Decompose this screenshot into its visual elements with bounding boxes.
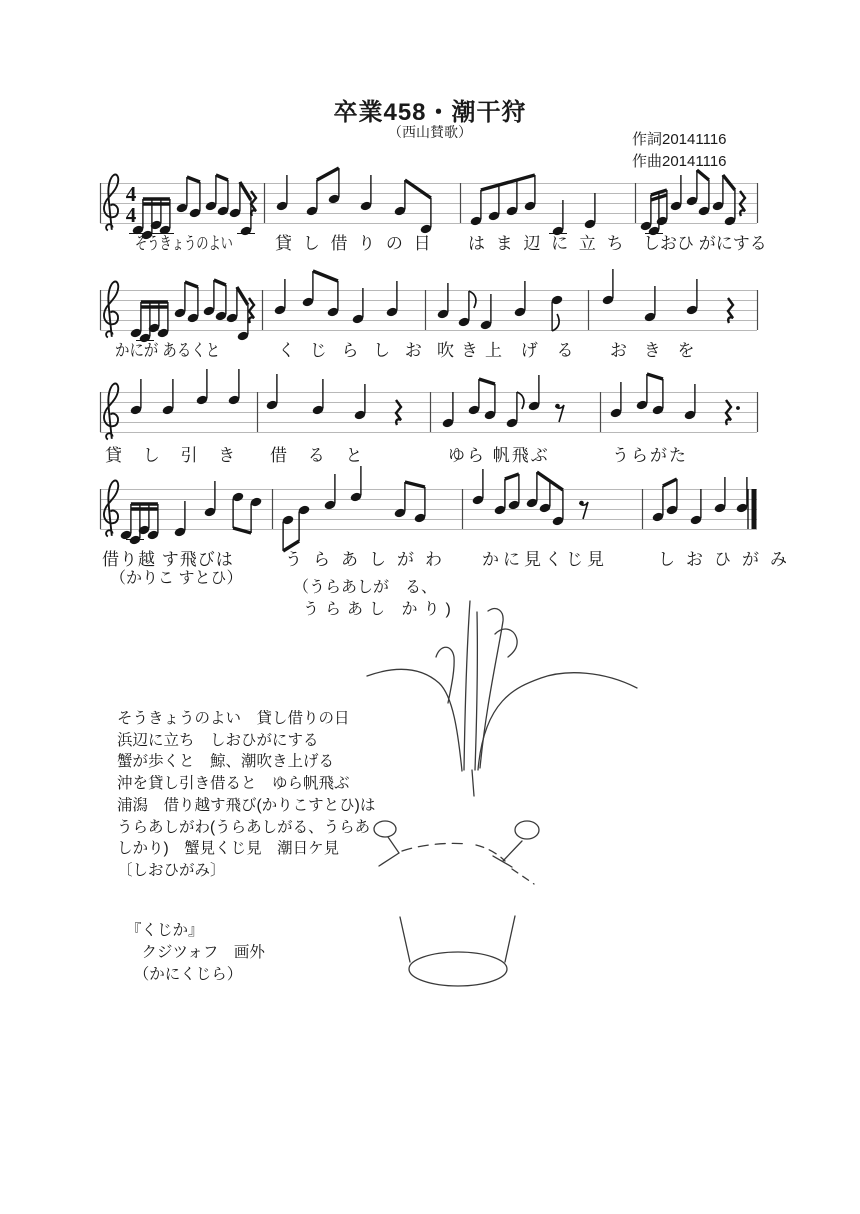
lyric-run-system-3: 貸 し 引 き — [105, 446, 244, 465]
beam — [214, 280, 226, 285]
lyric-run-system-3: 借 る と — [270, 446, 371, 465]
footnote-line: （かにくじら） — [126, 966, 243, 983]
water-spout-sketch — [367, 601, 637, 796]
lyric-run-system-1: そうきょうのよい — [135, 234, 233, 253]
page-subtitle: （西山賛歌） — [388, 124, 472, 140]
lyric-run-system-2: 吹き上 げ る — [437, 341, 581, 360]
lyrics-text-block — [117, 708, 375, 882]
beam — [216, 175, 228, 180]
whale-spout-and-basket-drawing — [367, 601, 637, 986]
footnote-block — [126, 920, 265, 986]
beam — [405, 482, 425, 487]
crab-eyes-sketch — [374, 821, 539, 884]
lyrics-block-line: 蟹が歩くと 鯨、潮吹き上げる — [117, 753, 335, 771]
lyric-run-system-4: かに見くじ見 — [482, 550, 608, 569]
time-signature — [126, 182, 137, 227]
lyric-run-system-3: ゆら 帆飛ぶ — [448, 446, 550, 465]
staff-system-2 — [100, 269, 758, 344]
beam — [723, 175, 735, 190]
svg-text:4: 4 — [125, 203, 137, 227]
staff-system-3 — [100, 369, 758, 439]
lyric-run-system-4: しおひがみ — [658, 550, 798, 569]
beam — [317, 168, 339, 180]
lyric-run-system-1: は ま 辺 に 立 ち — [468, 234, 627, 253]
treble-clef-icon — [104, 384, 118, 440]
sub-lyric-line: （かりこ すとひ） — [110, 570, 243, 587]
lyric-run-system-2: かにが あるくと — [115, 341, 221, 360]
lyrics-block-line: そうきょうのよい 貸し借りの日 — [117, 710, 350, 727]
beam — [313, 271, 338, 281]
sub-lyric-line: うらあし かり) — [303, 601, 457, 618]
footnote-line: 『くじか』 — [126, 922, 204, 939]
sub-lyric-line: （うらあしが る、 — [293, 579, 438, 596]
beam — [647, 374, 663, 379]
staff-system-4 — [100, 466, 757, 551]
page-title: 卒業458・潮干狩 — [333, 99, 527, 126]
eighth-flag — [552, 314, 559, 331]
beam — [405, 180, 431, 198]
beam — [237, 287, 248, 305]
beam — [187, 177, 200, 182]
treble-clef-icon — [104, 282, 118, 338]
beam — [233, 528, 251, 533]
lyric-run-system-1: 貸 し 借 り の 日 — [275, 234, 434, 253]
lyric-run-system-3: うらがた — [612, 446, 688, 465]
lyric-run-system-2: く じ ら し お — [278, 341, 427, 360]
beam — [481, 175, 535, 190]
lyric-run-system-4: 借り越 す飛びは — [102, 550, 234, 569]
lyrics-block-line: しかり) 蟹見くじ見 潮日ケ見 — [117, 840, 340, 858]
beam — [697, 170, 709, 180]
beam — [185, 282, 198, 287]
lyricist-credit: 作詞20141116 — [632, 131, 727, 148]
treble-clef-icon — [104, 481, 118, 537]
eighth-flag — [469, 291, 476, 308]
beam — [240, 182, 251, 200]
treble-clef-icon — [104, 175, 118, 231]
beam — [505, 474, 519, 479]
eighth-flag — [517, 392, 524, 409]
footnote-line: クジツォフ 画外 — [126, 944, 265, 961]
svg-text:4: 4 — [125, 182, 137, 206]
beam — [663, 479, 677, 486]
lyrics-block-line: うらあしがわ(うらあしがる、うらあ — [117, 818, 371, 836]
lyrics-block-line: 浦潟 借り越す飛び(かりこすとひ)は — [117, 796, 376, 814]
lyrics-block-line: 浜辺に立ち しおひがにする — [117, 731, 319, 749]
basket-sketch — [400, 916, 515, 986]
lyric-run-system-4: うらあしがわ — [285, 550, 453, 569]
lyric-run-system-2: お き を — [610, 341, 701, 360]
lyrics-block-line: 沖を貸し引き借ると ゆら帆飛ぶ — [117, 775, 350, 793]
lyric-run-system-1: しおひ がにする — [643, 234, 767, 253]
beam — [479, 379, 495, 384]
lyrics-block-line: 〔しおひがみ〕 — [117, 861, 226, 879]
composer-credit: 作曲20141116 — [632, 153, 727, 170]
